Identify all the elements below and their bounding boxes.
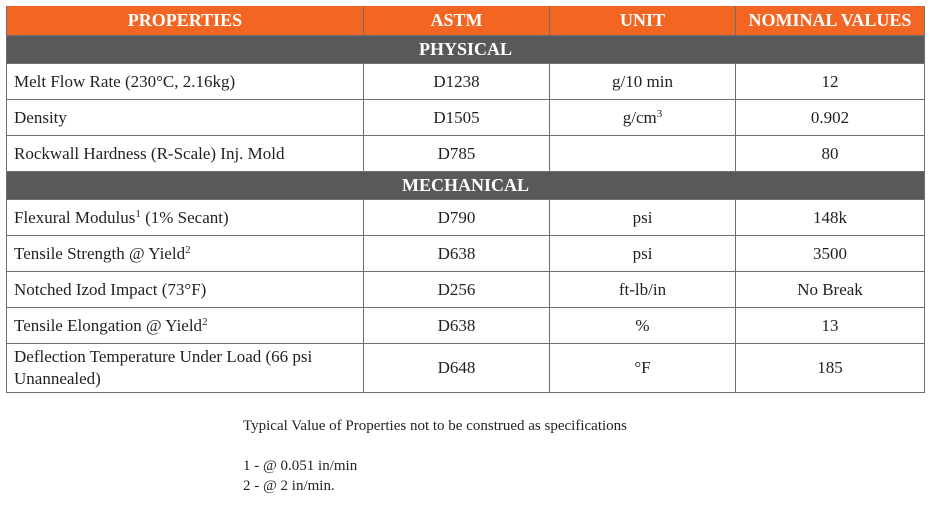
unit-cell: % — [550, 308, 736, 344]
unit-text: g/cm — [622, 107, 657, 127]
property-cell: Deflection Temperature Under Load (66 psi Unannealed) — [7, 344, 364, 393]
header-nominal-values: NOMINAL VALUES — [736, 6, 925, 36]
property-cell — [7, 308, 364, 344]
unit-superscript: 3 — [656, 107, 663, 120]
section-mechanical: MECHANICAL — [7, 172, 925, 200]
unit-cell: g/10 min — [550, 64, 736, 100]
property-text: Tensile Elongation @ Yield — [14, 315, 203, 335]
table-row — [7, 136, 925, 172]
table-row — [7, 236, 925, 272]
property-cell — [7, 200, 364, 236]
properties-table — [6, 6, 925, 393]
table-row — [7, 344, 925, 393]
astm-cell: D638 — [364, 236, 550, 272]
footnote-2: 2 - @ 2 in/min. — [243, 478, 335, 494]
table-row — [7, 100, 925, 136]
astm-cell: D1505 — [364, 100, 550, 136]
header-properties: PROPERTIES — [7, 6, 364, 36]
header-astm: ASTM — [364, 6, 550, 36]
unit-cell — [550, 100, 736, 136]
value-cell: 0.902 — [736, 100, 925, 136]
value-cell: No Break — [736, 272, 925, 308]
unit-cell: ft-lb/in — [550, 272, 736, 308]
unit-cell: psi — [550, 200, 736, 236]
footnote-marker: 2 — [202, 315, 208, 328]
astm-cell: D785 — [364, 136, 550, 172]
value-cell: 80 — [736, 136, 925, 172]
property-cell: Rockwall Hardness (R-Scale) Inj. Mold — [7, 136, 364, 172]
unit-cell: psi — [550, 236, 736, 272]
footnote-1: 1 - @ 0.051 in/min — [243, 458, 358, 474]
astm-cell: D638 — [364, 308, 550, 344]
value-cell: 148k — [736, 200, 925, 236]
header-row — [7, 6, 925, 36]
property-cell: Notched Izod Impact (73°F) — [7, 272, 364, 308]
astm-cell: D1238 — [364, 64, 550, 100]
property-cell: Density — [7, 100, 364, 136]
section-physical-row — [7, 36, 925, 64]
value-cell: 13 — [736, 308, 925, 344]
astm-cell: D790 — [364, 200, 550, 236]
table-row — [7, 308, 925, 344]
unit-cell: °F — [550, 344, 736, 393]
footnote-marker: 2 — [185, 243, 191, 256]
property-suffix: (1% Secant) — [140, 207, 229, 227]
disclaimer-note: Typical Value of Properties not to be construed as specifications — [243, 418, 627, 434]
value-cell: 185 — [736, 344, 925, 393]
property-text: Tensile Strength @ Yield — [14, 243, 186, 263]
unit-cell — [550, 136, 736, 172]
property-text: Flexural Modulus — [14, 207, 136, 227]
table-row — [7, 64, 925, 100]
astm-cell: D648 — [364, 344, 550, 393]
property-cell: Melt Flow Rate (230°C, 2.16kg) — [7, 64, 364, 100]
table-row — [7, 200, 925, 236]
section-physical: PHYSICAL — [7, 36, 925, 64]
footnote-marker: 1 — [135, 207, 141, 220]
value-cell: 12 — [736, 64, 925, 100]
table-row — [7, 272, 925, 308]
section-mechanical-row — [7, 172, 925, 200]
header-unit: UNIT — [550, 6, 736, 36]
value-cell: 3500 — [736, 236, 925, 272]
property-cell — [7, 236, 364, 272]
astm-cell: D256 — [364, 272, 550, 308]
